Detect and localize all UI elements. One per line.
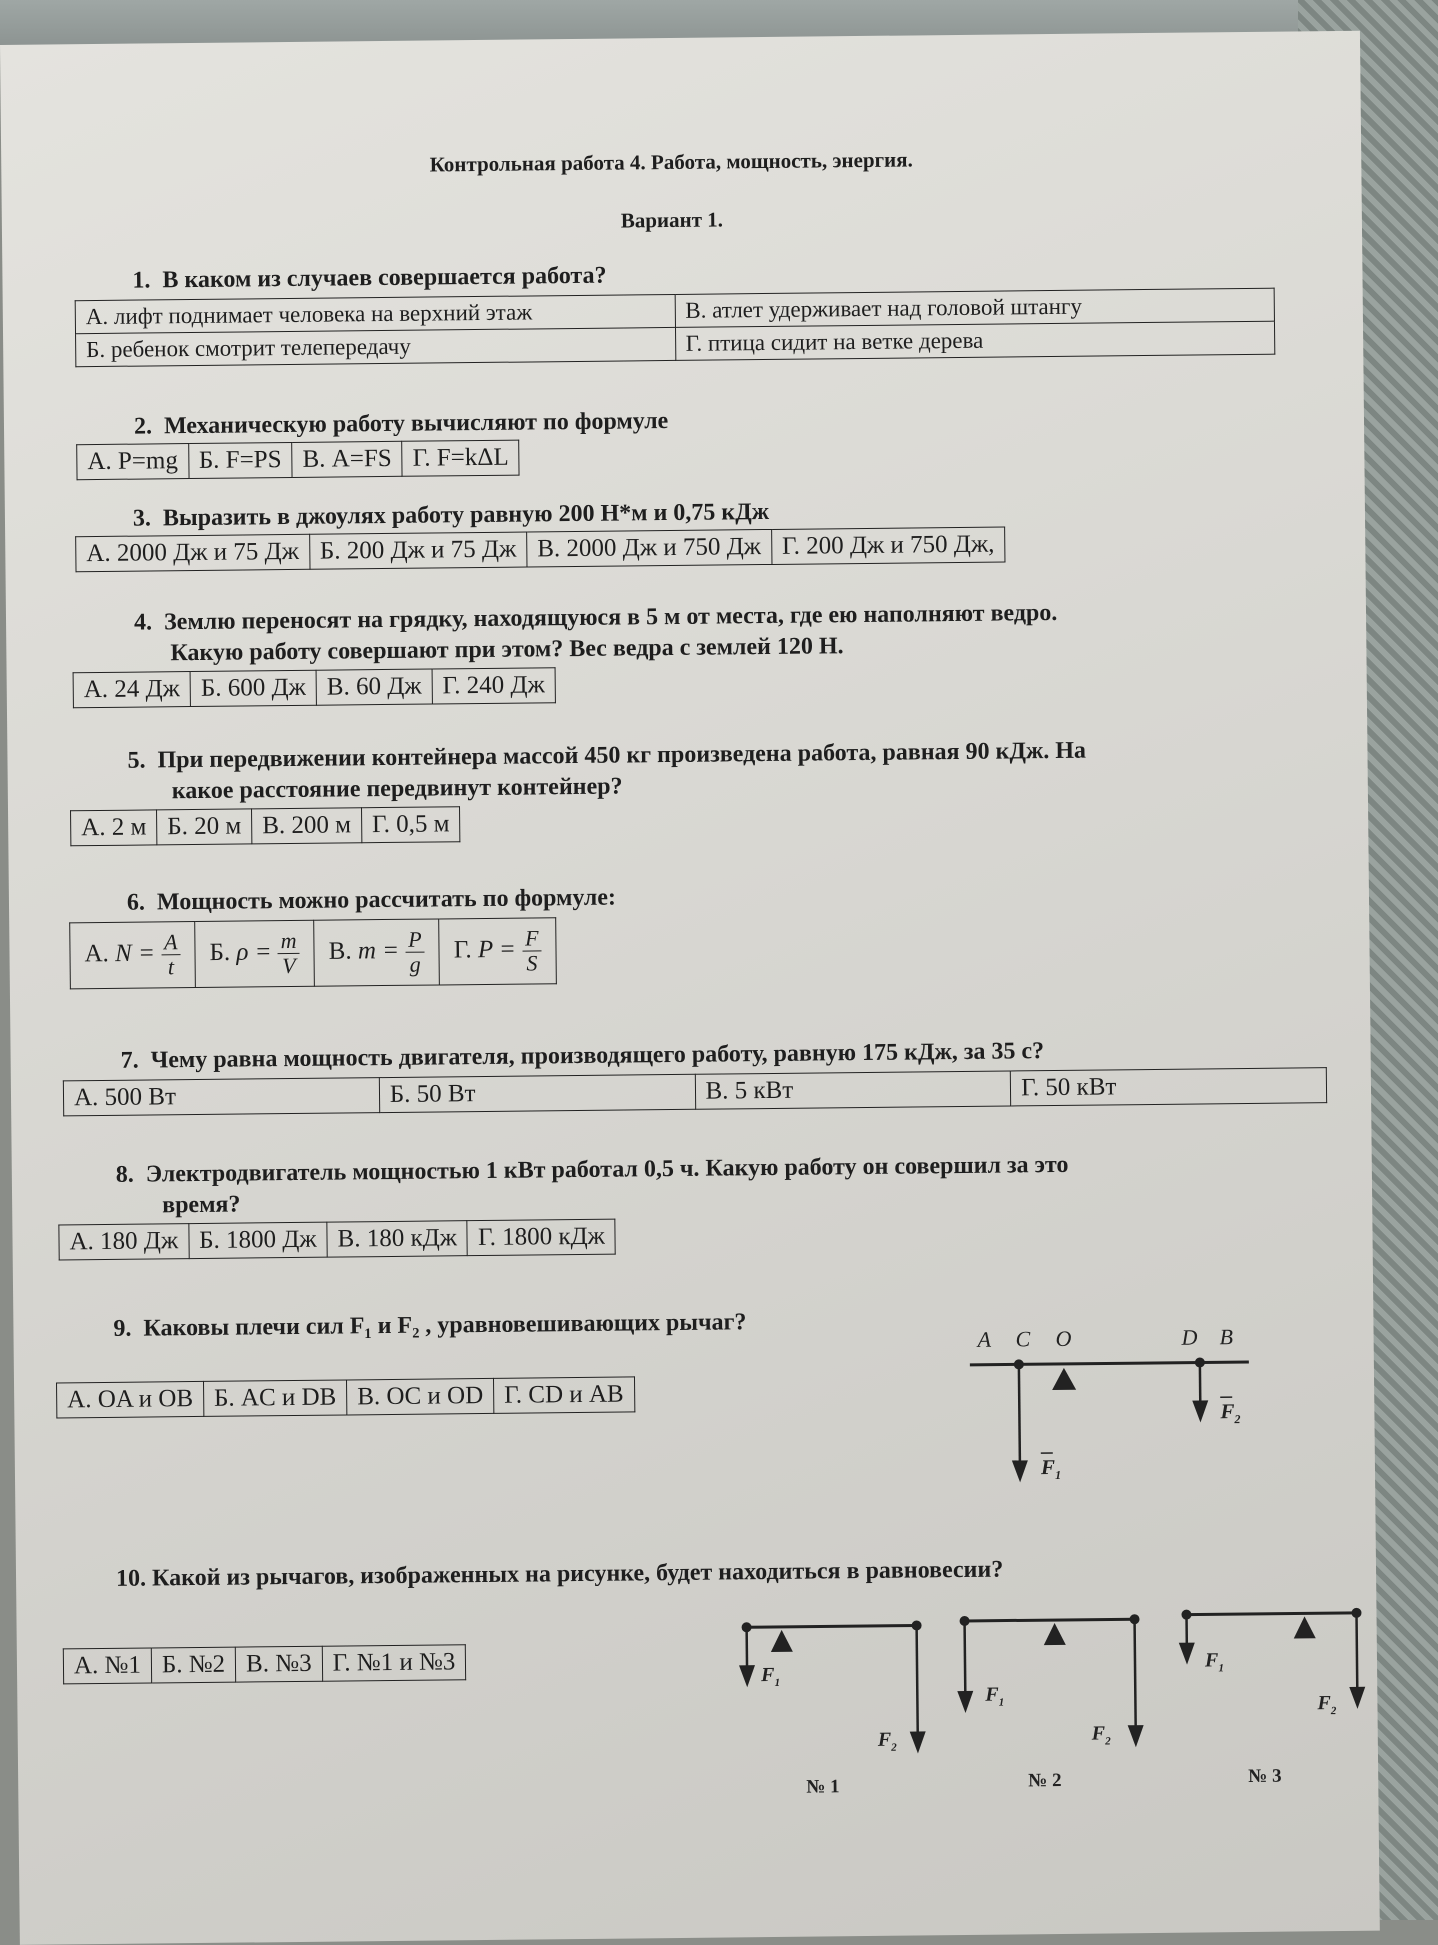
svg-text:F1: $F_1$	[1204, 1649, 1224, 1674]
test-sheet	[0, 31, 1380, 1945]
lever-1	[739, 1620, 927, 1798]
answer-5a[interactable]: А. 2 м	[71, 810, 157, 846]
question-9: 9. Каковы плечи сил F₁ и F₂ , уравновешивающих рычаг?	[113, 1307, 746, 1345]
question-2: 2. Механическую работу вычисляют по формуле	[134, 406, 669, 443]
variant-label: Вариант 1.	[2, 201, 1342, 240]
answer-6g[interactable]: Г. P = $\frac{F}{S}$	[439, 918, 556, 985]
answer-7g[interactable]: Г. 50 кВт	[1011, 1068, 1327, 1106]
answers-4	[73, 667, 556, 708]
answer-6v[interactable]: В. m = $\frac{P}{g}$	[314, 919, 440, 986]
answer-7a[interactable]: А. 500 Вт	[63, 1078, 379, 1116]
lever-diagram-9	[963, 1322, 1265, 1505]
force-f1-head	[1012, 1460, 1028, 1482]
force-f2-arrow	[1128, 1725, 1144, 1747]
fulcrum	[1294, 1616, 1316, 1638]
answer-2g[interactable]: Г. F=kΔL	[402, 440, 519, 476]
answer-1a[interactable]: А. лифт поднимает человека на верхний этаж	[75, 294, 675, 333]
question-6: 6. Мощность можно рассчитать по формуле:	[127, 883, 616, 919]
point-a-label: A	[975, 1327, 991, 1352]
point-b-label: B	[1219, 1324, 1233, 1349]
answer-5b[interactable]: Б. 20 м	[157, 809, 252, 845]
question-10: 10. Какой из рычагов, изображенных на рисунке, будет находиться в равновесии?	[116, 1555, 1004, 1595]
answer-8b[interactable]: Б. 1800 Дж	[188, 1222, 327, 1258]
answers-2	[76, 440, 520, 481]
force-f1-arrow	[957, 1691, 973, 1713]
force-f1-arrow	[1179, 1643, 1195, 1665]
force-f2-head	[1192, 1400, 1208, 1422]
answer-1g[interactable]: Г. птица сидит на ветке дерева	[675, 321, 1275, 360]
answer-4a[interactable]: А. 24 Дж	[73, 672, 191, 708]
answer-8v[interactable]: В. 180 кДж	[327, 1221, 468, 1257]
point-c-label: C	[1015, 1326, 1030, 1351]
lever-bar	[970, 1362, 1249, 1365]
point-o-label: O	[1055, 1326, 1071, 1351]
lever-diagrams-10	[736, 1591, 1378, 1808]
answer-9b[interactable]: Б. AC и DB	[203, 1380, 347, 1416]
svg-text:F2: $F_2$	[1091, 1722, 1112, 1747]
svg-text:F2: $F_2$	[1316, 1692, 1337, 1717]
svg-text:F1: $F_1$	[760, 1664, 780, 1689]
force-f2-arrow	[910, 1731, 926, 1753]
lever-3	[1178, 1608, 1366, 1788]
answer-6a[interactable]: А. N = $\frac{A}{t}$	[70, 922, 196, 989]
fraction: $\frac{P}{g}$	[405, 928, 425, 977]
answer-10b[interactable]: Б. №2	[151, 1647, 236, 1683]
answers-6	[69, 917, 557, 989]
question-3: 3. Выразить в джоулях работу равную 200 Н*м и 0,75 кДж	[133, 497, 769, 535]
question-7: 7. Чему равна мощность двигателя, производящего работу, равную 175 кДж, за 35 с?	[120, 1036, 1044, 1077]
answers-1	[75, 288, 1276, 368]
force-f1-arrow	[1019, 1364, 1020, 1464]
answer-7b[interactable]: Б. 50 Вт	[379, 1074, 695, 1112]
answers-10	[63, 1644, 467, 1684]
question-4: 4. Землю переносят на грядку, находящуюся в 5 м от места, где ею наполняют ведро. Какую работу совершают при этом? Вес ведра с землей 120 Н.	[134, 598, 1058, 670]
lever-2	[957, 1614, 1145, 1792]
answer-10a[interactable]: А. №1	[63, 1648, 151, 1684]
answers-8	[58, 1219, 616, 1261]
answer-9a[interactable]: А. OA и OB	[57, 1381, 204, 1418]
answer-5g[interactable]: Г. 0,5 м	[361, 807, 460, 843]
fulcrum	[1044, 1623, 1066, 1645]
answer-4g[interactable]: Г. 240 Дж	[432, 668, 556, 704]
force-f1-arrow	[739, 1665, 755, 1687]
lever-1-label: № 1	[806, 1776, 840, 1797]
fulcrum	[771, 1630, 793, 1652]
lever-2-label: № 2	[1028, 1770, 1062, 1791]
fraction: $\frac{F}{S}$	[522, 926, 542, 975]
page-title: Контрольная работа 4. Работа, мощность, энергия.	[1, 143, 1341, 182]
answer-1b[interactable]: Б. ребенок смотрит телепередачу	[76, 327, 676, 366]
answer-10g[interactable]: Г. №1 и №3	[322, 1645, 466, 1682]
answer-6b[interactable]: Б. ρ = $\frac{m}{V}$	[195, 920, 315, 987]
answer-4b[interactable]: Б. 600 Дж	[190, 670, 316, 706]
svg-text:F2: $F_2$	[877, 1729, 898, 1754]
answer-3b[interactable]: Б. 200 Дж и 75 Дж	[309, 532, 527, 569]
answer-2v[interactable]: В. A=FS	[292, 441, 403, 477]
f2-label: $F_2$	[1219, 1399, 1240, 1426]
answer-9g[interactable]: Г. CD и AB	[494, 1377, 635, 1413]
answer-2a[interactable]: А. P=mg	[77, 444, 189, 480]
fraction: $\frac{m}{V}$	[278, 929, 300, 978]
question-1: 1. В каком из случаев совершается работа?	[132, 261, 606, 297]
answer-1v[interactable]: В. атлет удерживает над головой штангу	[675, 288, 1275, 327]
answers-9	[56, 1376, 635, 1418]
answers-5	[70, 806, 461, 846]
answer-3a[interactable]: А. 2000 Дж и 75 Дж	[76, 534, 310, 571]
point-d-label: D	[1180, 1325, 1197, 1350]
f1-label: $F_1$	[1040, 1455, 1061, 1482]
answer-3g[interactable]: Г. 200 Дж и 750 Дж,	[771, 527, 1005, 564]
question-5: 5. При передвижении контейнера массой 450 кг произведена работа, равная 90 кДж. На какое расстояние передвинут контейнер?	[127, 736, 1086, 808]
svg-text:F1: $F_1$	[984, 1684, 1004, 1709]
force-f2-arrow	[1349, 1687, 1365, 1709]
answer-10v[interactable]: В. №3	[235, 1646, 322, 1682]
answer-3v[interactable]: В. 2000 Дж и 750 Дж	[527, 529, 772, 567]
answer-8a[interactable]: А. 180 Дж	[59, 1224, 189, 1260]
answer-2b[interactable]: Б. F=PS	[188, 442, 292, 478]
answer-7v[interactable]: В. 5 кВт	[695, 1071, 1011, 1109]
answer-9v[interactable]: В. OC и OD	[347, 1378, 494, 1415]
lever-3-label: № 3	[1248, 1766, 1282, 1787]
answer-5v[interactable]: В. 200 м	[252, 808, 362, 844]
answer-4v[interactable]: В. 60 Дж	[316, 669, 432, 705]
fulcrum	[1052, 1368, 1076, 1390]
answer-8g[interactable]: Г. 1800 кДж	[467, 1219, 615, 1256]
fraction: $\frac{A}{t}$	[161, 930, 181, 979]
question-8: 8. Электродвигатель мощностью 1 кВт работал 0,5 ч. Какую работу он совершил за это время?	[116, 1150, 1069, 1222]
